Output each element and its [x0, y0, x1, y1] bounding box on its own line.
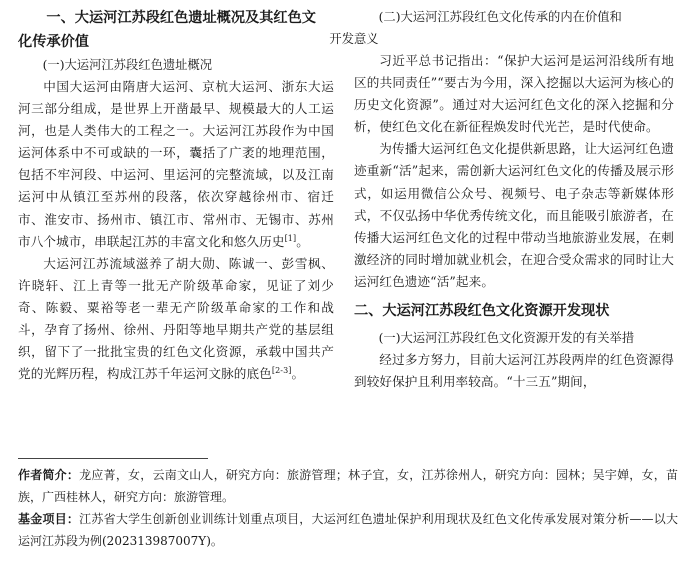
right-column [329, 6, 674, 393]
author-bio-label: 作者简介： [18, 468, 80, 482]
paragraph-current-status: 经过多方努力，目前大运河江苏段两岸的红色资源得到较好保护且利用率较高。“十三五”期间， [354, 352, 674, 390]
left-column [18, 6, 334, 385]
subsection-heading-1: (一)大运河江苏段红色遗址概况 [42, 58, 213, 72]
section-heading-1: 一、大运河江苏段红色遗址概况及其红色文 化传承价值 [18, 10, 316, 50]
footnotes [18, 464, 678, 552]
author-bio-text: 龙应菁，女，云南文山人，研究方向：旅游管理；林子宜，女，江苏徐州人，研究方向：园林；吴宇婵，女，苗族，广西桂林人，研究方向：旅游管理。 [18, 468, 678, 504]
subsection-heading-3: (一)大运河江苏段红色文化资源开发的有关举措 [378, 331, 635, 346]
author-bio [18, 464, 678, 508]
paragraph-revolutionary-history: 大运河江苏流域滋养了胡大勋、陈诚一、彭雪枫、许晓轩、江上青等一批无产阶级革命家，见证了刘少奇、陈毅、粟裕等老一辈无产阶级革命家的工作和战斗，孕育了扬州、徐州、丹阳等地早期共产党的基层组织，留下了一批批宝贵的红色文化资源，承载中国共产党的光辉历程，构成江苏千年运河文脉的底色[2-3]。 [18, 255, 334, 382]
fund-info [18, 508, 678, 552]
footnote-divider [18, 458, 208, 459]
subsection-heading-2: (二)大运河江苏段红色文化传承的内在价值和 开发意义 [329, 10, 622, 46]
paragraph-xi-quote: 习近平总书记指出：“保护大运河是运河沿线所有地区的共同责任”“要古为今用，深入挖掘以大运河为核心的历史文化资源”。通过对大运河红色文化的深入挖掘和分析，使红色文化在新征程焕发时代光芒，是时代使命。 [354, 53, 674, 135]
section-heading-2: 二、大运河江苏段红色文化资源开发现状 [354, 303, 610, 320]
paragraph-new-media: 为传播大运河红色文化提供新思路，让大运河红色遗迹重新“活”起来，需创新大运河红色文化的传播及展示形式，如运用微信公众号、视频号、电子杂志等新媒体形式，不仅弘扬中华优秀传统文化，而且能吸引旅游者，在传播大运河红色文化的过程中带动当地旅游业发展，在刺激经济的同时增加就业机会，在迎合受众需求的同时让大运河红色遗迹“活”起来。 [354, 141, 674, 289]
fund-text: 江苏省大学生创新创业训练计划重点项目，大运河红色遗址保护利用现状及红色文化传承发展对策分析——以大运河江苏段为例(202313987007Y)。 [18, 512, 678, 548]
citation-ref-2-3: [2-3] [271, 366, 292, 376]
citation-ref-1: [1] [284, 233, 297, 243]
paragraph-canal-overview: 中国大运河由隋唐大运河、京杭大运河、浙东大运河三部分组成，是世界上开凿最早、规模最大的人工运河，也是人类伟大的工程之一。大运河江苏段作为中国运河体系中不可或缺的一环，囊括了广袤的地理范围，包括不牢河段、中运河、里运河的完整流域，以及江南运河中从镇江至苏州的段落，依次穿越徐州市、宿迁市、淮安市、扬州市、镇江市、常州市、无锡市、苏州市八个城市，串联起江苏的丰富文化和悠久历史[1]。 [18, 79, 334, 249]
fund-label: 基金项目： [18, 512, 80, 526]
